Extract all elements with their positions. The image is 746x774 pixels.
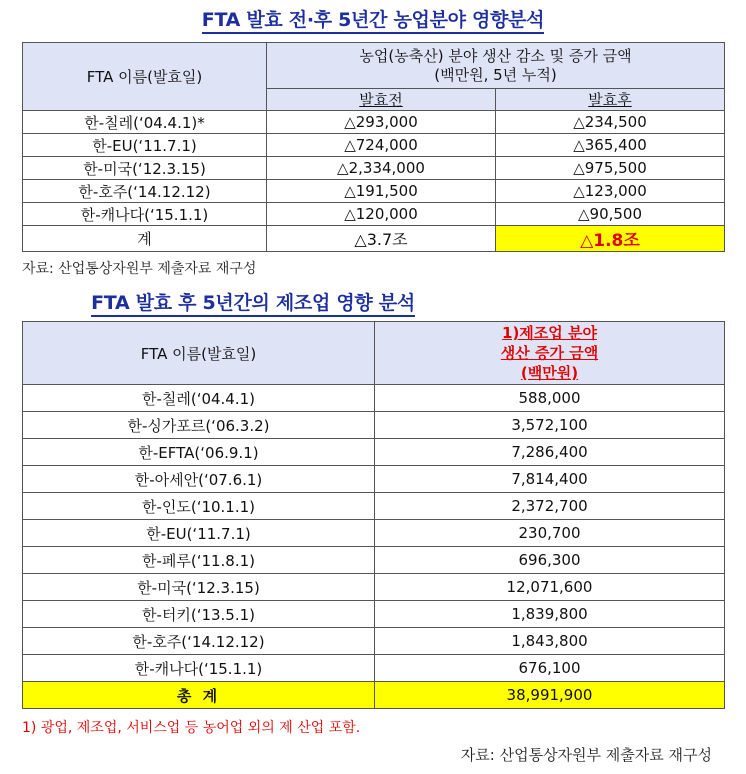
mfg-impact-table [22, 321, 725, 709]
table-row [23, 547, 725, 574]
table-row [23, 628, 725, 655]
total-value: 38,991,900 [375, 682, 725, 709]
total-after: △1.8조 [496, 226, 725, 252]
fta-name: 한-EU(‘11.7.1) [23, 134, 267, 157]
fta-name: 한-칠레(‘04.4.1) [23, 385, 375, 412]
mfg-title: FTA 발효 후 5년간의 제조업 영향 분석 [0, 288, 626, 315]
total-before: △3.7조 [267, 226, 496, 252]
production-value: 1,843,800 [375, 628, 725, 655]
value-before: △120,000 [267, 203, 496, 226]
value-before: △191,500 [267, 180, 496, 203]
fta-name: 한-EFTA(‘06.9.1) [23, 439, 375, 466]
production-value: 1,839,800 [375, 601, 725, 628]
production-value: 2,372,700 [375, 493, 725, 520]
value-before: △724,000 [267, 134, 496, 157]
table-row [23, 157, 725, 180]
mfg-source: 자료: 산업통상자원부 제출자료 재구성 [460, 746, 712, 764]
production-value: 676,100 [375, 655, 725, 682]
agri-title: FTA 발효 전·후 5년간 농업분야 영향분석 [0, 5, 746, 32]
total-label: 계 [23, 226, 267, 252]
fta-name: 한-캐나다(‘15.1.1) [23, 655, 375, 682]
table-row [23, 439, 725, 466]
production-value: 588,000 [375, 385, 725, 412]
total-row [23, 226, 725, 252]
agri-col-after-header: 발효후 [496, 89, 725, 111]
value-before: △2,334,000 [267, 157, 496, 180]
value-after: △365,400 [496, 134, 725, 157]
fta-name: 한-미국(‘12.3.15) [23, 574, 375, 601]
fta-name: 한-EU(‘11.7.1) [23, 520, 375, 547]
agri-col-name-header: FTA 이름(발효일) [23, 43, 267, 111]
table-row [23, 493, 725, 520]
production-value: 12,071,600 [375, 574, 725, 601]
fta-name: 한-싱가포르(‘06.3.2) [23, 412, 375, 439]
fta-name: 한-칠레(‘04.4.1)* [23, 111, 267, 134]
fta-name: 한-인도(‘10.1.1) [23, 493, 375, 520]
value-after: △90,500 [496, 203, 725, 226]
production-value: 7,814,400 [375, 466, 725, 493]
table-row [23, 111, 725, 134]
agri-col-amount-header: 농업(농축산) 분야 생산 감소 및 증가 금액 (백만원, 5년 누적) [267, 43, 725, 89]
fta-name: 한-호주(‘14.12.12) [23, 628, 375, 655]
fta-name: 한-터키(‘13.5.1) [23, 601, 375, 628]
fta-name: 한-미국(‘12.3.15) [23, 157, 267, 180]
table-row [23, 655, 725, 682]
agri-col-before-header: 발효전 [267, 89, 496, 111]
mfg-col-name-header: FTA 이름(발효일) [23, 322, 375, 385]
fta-name: 한-캐나다(‘15.1.1) [23, 203, 267, 226]
agri-source: 자료: 산업통상자원부 제출자료 재구성 [22, 261, 257, 277]
table-row [23, 385, 725, 412]
value-after: △975,500 [496, 157, 725, 180]
total-label: 총 계 [23, 682, 375, 709]
value-after: △234,500 [496, 111, 725, 134]
production-value: 7,286,400 [375, 439, 725, 466]
fta-name: 한-아세안(‘07.6.1) [23, 466, 375, 493]
fta-name: 한-페루(‘11.8.1) [23, 547, 375, 574]
table-row [23, 466, 725, 493]
table-row [23, 574, 725, 601]
table-row [23, 601, 725, 628]
mfg-col-amount-header: 1)제조업 분야 생산 증가 금액 (백만원) [375, 322, 725, 385]
total-row [23, 682, 725, 709]
table-row [23, 412, 725, 439]
production-value: 3,572,100 [375, 412, 725, 439]
production-value: 696,300 [375, 547, 725, 574]
agri-impact-table [22, 42, 725, 252]
table-row [23, 203, 725, 226]
production-value: 230,700 [375, 520, 725, 547]
table-row [23, 520, 725, 547]
mfg-footnote: 1) 광업, 제조업, 서비스업 등 농어업 외의 제 산업 포함. [22, 720, 361, 736]
table-row [23, 134, 725, 157]
value-after: △123,000 [496, 180, 725, 203]
value-before: △293,000 [267, 111, 496, 134]
fta-name: 한-호주(‘14.12.12) [23, 180, 267, 203]
table-row [23, 180, 725, 203]
